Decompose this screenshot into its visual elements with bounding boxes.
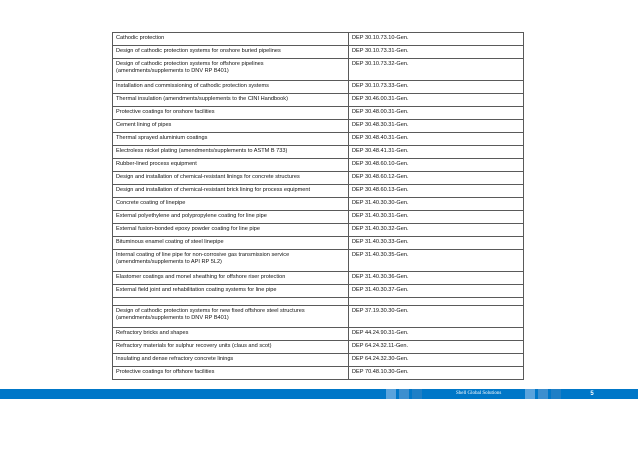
- table-row: [113, 159, 524, 172]
- table-row: [113, 133, 524, 146]
- dep-number-cell: DEP 31.40.30.33-Gen.: [349, 237, 524, 250]
- standard-title-cell: Elastomer coatings and monel sheathing for offshore riser protection: [113, 272, 349, 285]
- dep-number-cell: DEP 64.24.32.30-Gen.: [349, 354, 524, 367]
- dep-number-cell: DEP 31.40.30.36-Gen.: [349, 272, 524, 285]
- standard-title-cell: Design of cathodic protection systems for new fixed offshore steel structures (amendments/supplements to DNV RP B401): [113, 306, 349, 328]
- standard-title-cell: Design of cathodic protection systems for onshore buried pipelines: [113, 46, 349, 59]
- table-row: [113, 224, 524, 237]
- standard-title-cell: Protective coatings for onshore facilities: [113, 107, 349, 120]
- dep-number-cell: DEP 30.10.73.32-Gen.: [349, 59, 524, 81]
- dep-number-cell: DEP 30.10.73.33-Gen.: [349, 81, 524, 94]
- table-row: [113, 298, 524, 306]
- dep-number-cell: DEP 31.40.30.31-Gen.: [349, 211, 524, 224]
- dep-number-cell: DEP 30.48.00.31-Gen.: [349, 107, 524, 120]
- table-row: [113, 107, 524, 120]
- dep-number-cell: DEP 44.24.90.31-Gen.: [349, 328, 524, 341]
- footer-square-2: [399, 389, 409, 399]
- standard-title-cell: Cement lining of pipes: [113, 120, 349, 133]
- standard-title-cell: Design of cathodic protection systems for offshore pipelines (amendments/supplements to DNV RP B401): [113, 59, 349, 81]
- standard-title-cell: Installation and commissioning of cathodic protection systems: [113, 81, 349, 94]
- standard-title-cell: Internal coating of line pipe for non-corrosive gas transmission service (amendments/supplements to API RP 5L2): [113, 250, 349, 272]
- table-row: [113, 285, 524, 298]
- table-row: [113, 185, 524, 198]
- table-row: [113, 33, 524, 46]
- table-row: [113, 46, 524, 59]
- table-row: [113, 250, 524, 272]
- footer-square-4: [525, 389, 535, 399]
- standard-title-cell: Concrete coating of linepipe: [113, 198, 349, 211]
- dep-table: [112, 32, 524, 380]
- standard-title-cell: Thermal insulation (amendments/supplements to the CINI Handbook): [113, 94, 349, 107]
- dep-number-cell: DEP 31.40.30.30-Gen.: [349, 198, 524, 211]
- dep-number-cell: DEP 31.40.30.37-Gen.: [349, 285, 524, 298]
- table-row: [113, 237, 524, 250]
- dep-number-cell: [349, 298, 524, 306]
- table-row: [113, 94, 524, 107]
- standard-title-cell: Protective coatings for offshore facilities: [113, 367, 349, 380]
- table-row: [113, 306, 524, 328]
- table-row: [113, 367, 524, 380]
- footer-square-1: [386, 389, 396, 399]
- standard-title-cell: Rubber-lined process equipment: [113, 159, 349, 172]
- table-row: [113, 354, 524, 367]
- standard-title-cell: Refractory materials for sulphur recovery units (claus and scot): [113, 341, 349, 354]
- table-row: [113, 328, 524, 341]
- dep-number-cell: DEP 30.48.41.31-Gen.: [349, 146, 524, 159]
- standard-title-cell: External fusion-bonded epoxy powder coating for line pipe: [113, 224, 349, 237]
- dep-number-cell: DEP 31.40.30.35-Gen.: [349, 250, 524, 272]
- dep-number-cell: DEP 37.19.30.30-Gen.: [349, 306, 524, 328]
- standard-title-cell: Design and installation of chemical-resistant brick lining for process equipment: [113, 185, 349, 198]
- standard-title-cell: Refractory bricks and shapes: [113, 328, 349, 341]
- brand-name: Shell Global Solutions: [456, 391, 502, 396]
- standard-title-cell: Electroless nickel plating (amendments/supplements to ASTM B 733): [113, 146, 349, 159]
- footer-square-6: [551, 389, 561, 399]
- dep-number-cell: DEP 64.24.32.11-Gen.: [349, 341, 524, 354]
- table-row: [113, 341, 524, 354]
- standard-title-cell: Thermal sprayed aluminium coatings: [113, 133, 349, 146]
- dep-number-cell: DEP 30.48.30.31-Gen.: [349, 120, 524, 133]
- dep-number-cell: DEP 31.40.30.32-Gen.: [349, 224, 524, 237]
- table-row: [113, 172, 524, 185]
- page-number: 5: [590, 391, 594, 397]
- table-row: [113, 59, 524, 81]
- dep-number-cell: DEP 30.48.60.12-Gen.: [349, 172, 524, 185]
- standard-title-cell: External field joint and rehabilitation coating systems for line pipe: [113, 285, 349, 298]
- standard-title-cell: Cathodic protection: [113, 33, 349, 46]
- dep-number-cell: DEP 30.48.40.31-Gen.: [349, 133, 524, 146]
- dep-table-body: [113, 33, 524, 380]
- dep-number-cell: DEP 30.48.60.13-Gen.: [349, 185, 524, 198]
- table-row: [113, 120, 524, 133]
- table-row: [113, 146, 524, 159]
- footer-square-3: [412, 389, 422, 399]
- dep-number-cell: DEP 30.46.00.31-Gen.: [349, 94, 524, 107]
- table-row: [113, 198, 524, 211]
- footer-square-5: [538, 389, 548, 399]
- standard-title-cell: External polyethylene and polypropylene coating for line pipe: [113, 211, 349, 224]
- table-row: [113, 211, 524, 224]
- standard-title-cell: Insulating and dense refractory concrete linings: [113, 354, 349, 367]
- table-row: [113, 272, 524, 285]
- standard-title-cell: Bituminous enamel coating of steel linepipe: [113, 237, 349, 250]
- dep-number-cell: DEP 30.48.60.10-Gen.: [349, 159, 524, 172]
- dep-number-cell: DEP 30.10.73.31-Gen.: [349, 46, 524, 59]
- dep-number-cell: DEP 70.48.10.30-Gen.: [349, 367, 524, 380]
- standard-title-cell: Design and installation of chemical-resistant linings for concrete structures: [113, 172, 349, 185]
- table-row: [113, 81, 524, 94]
- dep-number-cell: DEP 30.10.73.10-Gen.: [349, 33, 524, 46]
- standard-title-cell: [113, 298, 349, 306]
